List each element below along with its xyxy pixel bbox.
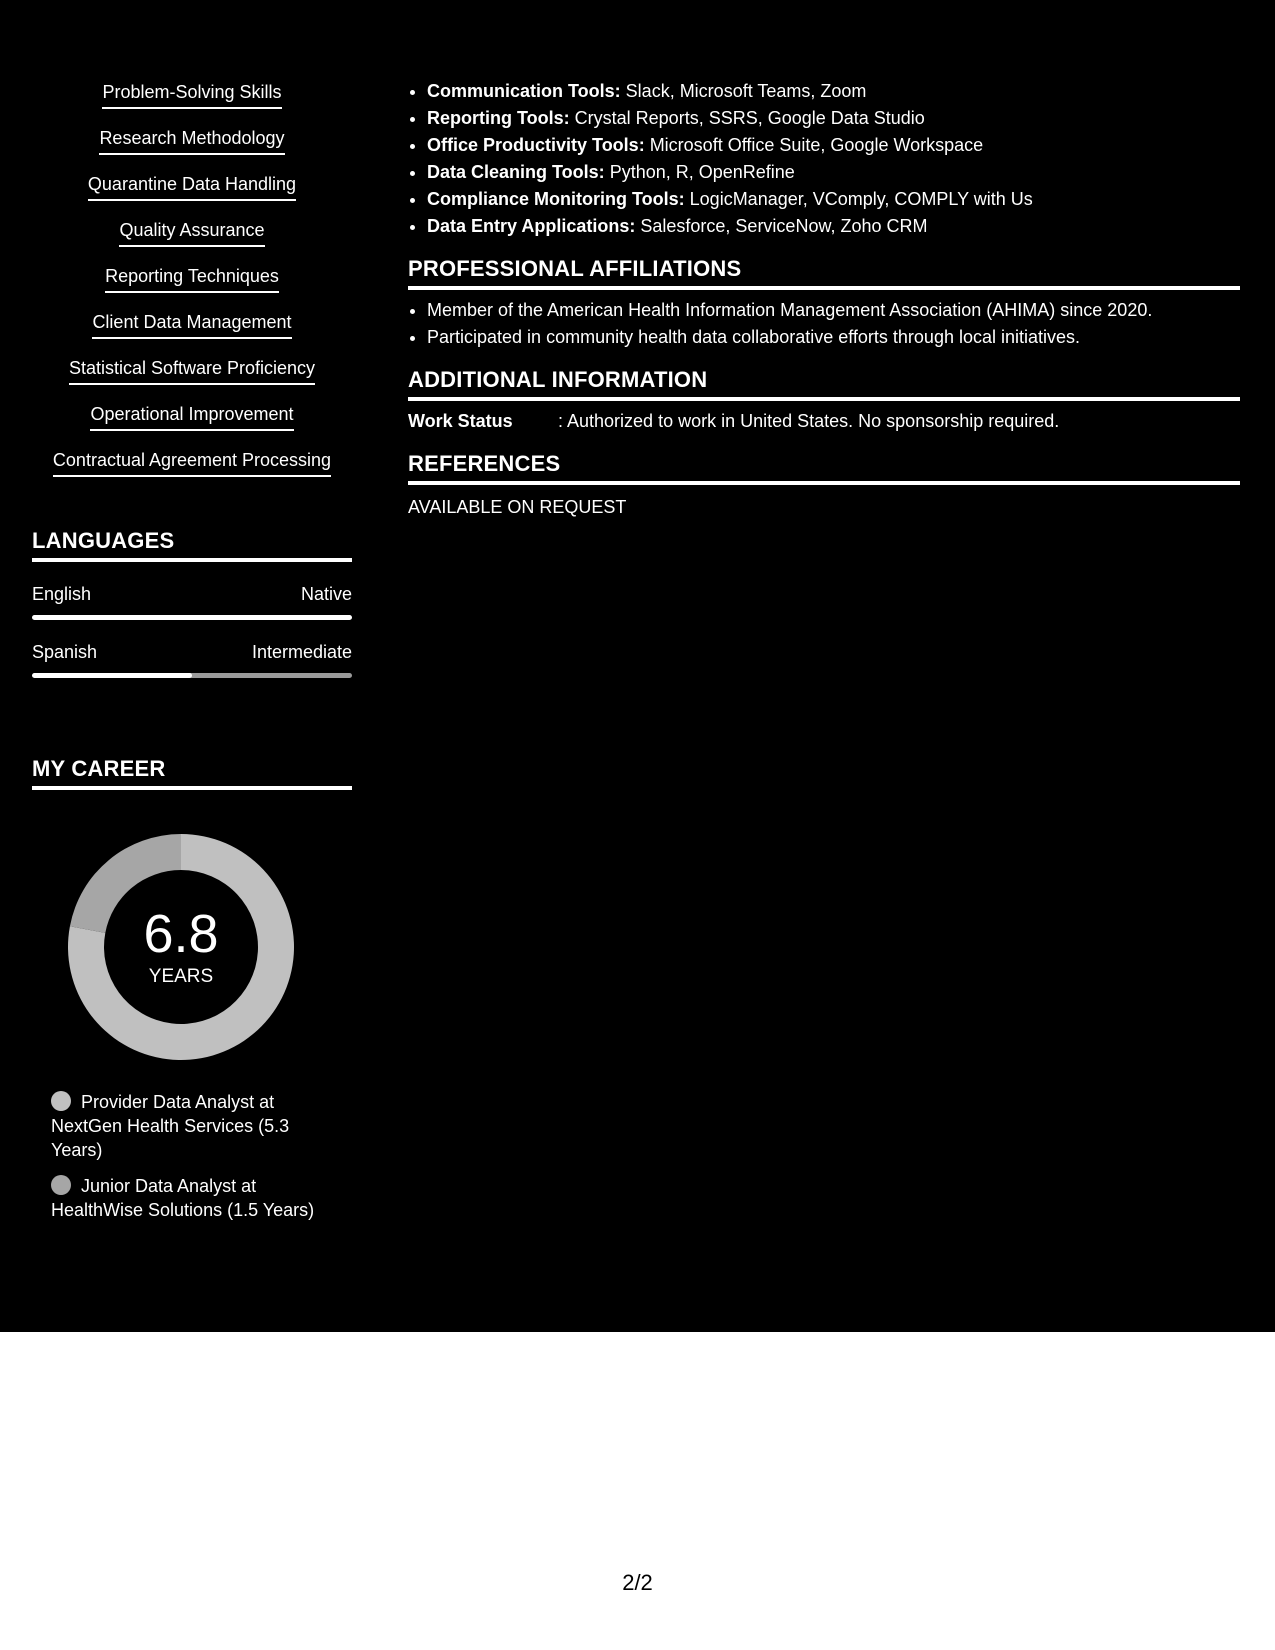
tool-value: LogicManager, VComply, COMPLY with Us [684, 189, 1033, 209]
language-proficiency-bar [32, 615, 352, 620]
tool-value: Salesforce, ServiceNow, Zoho CRM [635, 216, 928, 236]
tool-label: Reporting Tools: [427, 108, 570, 128]
skill-item: Statistical Software Proficiency [69, 356, 315, 385]
career-legend-item [51, 1174, 331, 1222]
additional-info-section [408, 367, 1240, 432]
language-proficiency-fill [32, 615, 352, 620]
tool-item [427, 132, 1240, 159]
skill-item: Operational Improvement [90, 402, 293, 431]
career-section [32, 756, 352, 1222]
skill-item: Problem-Solving Skills [102, 80, 281, 109]
career-heading: MY CAREER [32, 756, 352, 790]
affiliations-list [408, 297, 1240, 351]
languages-section [32, 528, 352, 678]
languages-heading: LANGUAGES [32, 528, 352, 562]
tool-label: Compliance Monitoring Tools: [427, 189, 685, 209]
affiliation-item: • Participated in community health data collaborative efforts through local initiatives. [427, 324, 1240, 351]
page-number: 2/2 [622, 1570, 653, 1595]
tool-value: Crystal Reports, SSRS, Google Data Studio [569, 108, 925, 128]
work-status-value: : Authorized to work in United States. No sponsorship required. [558, 411, 1060, 431]
legend-dot-icon [51, 1091, 71, 1111]
tools-list [408, 78, 1240, 240]
language-name: English [32, 584, 92, 604]
tool-item [427, 159, 1240, 186]
references-text: AVAILABLE ON REQUEST [408, 497, 627, 517]
work-status-row [408, 411, 1240, 432]
legend-dot-icon [51, 1175, 71, 1195]
tool-value: Microsoft Office Suite, Google Workspace [644, 135, 984, 155]
language-proficiency-fill [32, 673, 192, 678]
affiliation-item: • Member of the American Health Information Management Association (AHIMA) since 2020. [427, 297, 1240, 324]
career-legend-item [51, 1090, 331, 1162]
skill-item: Contractual Agreement Processing [53, 448, 331, 477]
main-content [408, 78, 1240, 518]
tool-label: Data Entry Applications: [427, 216, 636, 236]
tool-value: Python, R, OpenRefine [604, 162, 795, 182]
skills-list [32, 80, 352, 494]
skill-item: Quarantine Data Handling [88, 172, 296, 201]
affiliations-heading: PROFESSIONAL AFFILIATIONS [408, 256, 1240, 290]
affiliations-section [408, 256, 1240, 351]
language-level: Native [300, 584, 352, 604]
tool-item [427, 186, 1240, 213]
language-proficiency-bar [32, 673, 352, 678]
tool-label: Data Cleaning Tools: [427, 162, 605, 182]
tool-label: Communication Tools: [427, 81, 621, 101]
language-name: Spanish [32, 642, 98, 662]
skill-item: Quality Assurance [119, 218, 264, 247]
tool-value: Slack, Microsoft Teams, Zoom [620, 81, 867, 101]
career-total-unit: YEARS [148, 966, 214, 987]
tool-label: Office Productivity Tools: [427, 135, 645, 155]
career-total-value: 6.8 [143, 904, 219, 964]
language-item [32, 642, 352, 678]
language-item [32, 584, 352, 620]
tool-item [427, 78, 1240, 105]
skill-item: Reporting Techniques [105, 264, 279, 293]
career-legend-text: Junior Data Analyst at HealthWise Solutions (1.5 Years) [51, 1176, 315, 1220]
tool-item [427, 213, 1240, 240]
work-status-label: Work Status [408, 411, 513, 431]
references-section [408, 451, 1240, 518]
tool-item [427, 105, 1240, 132]
language-level: Intermediate [251, 642, 352, 662]
sidebar [32, 80, 352, 1234]
career-donut-chart [66, 832, 296, 1062]
additional-info-heading: ADDITIONAL INFORMATION [408, 367, 1240, 401]
skill-item: Research Methodology [99, 126, 284, 155]
career-legend-text: Provider Data Analyst at NextGen Health Services (5.3 Years) [51, 1092, 290, 1160]
career-legend [51, 1090, 331, 1222]
skill-item: Client Data Management [92, 310, 291, 339]
references-heading: REFERENCES [408, 451, 1240, 485]
